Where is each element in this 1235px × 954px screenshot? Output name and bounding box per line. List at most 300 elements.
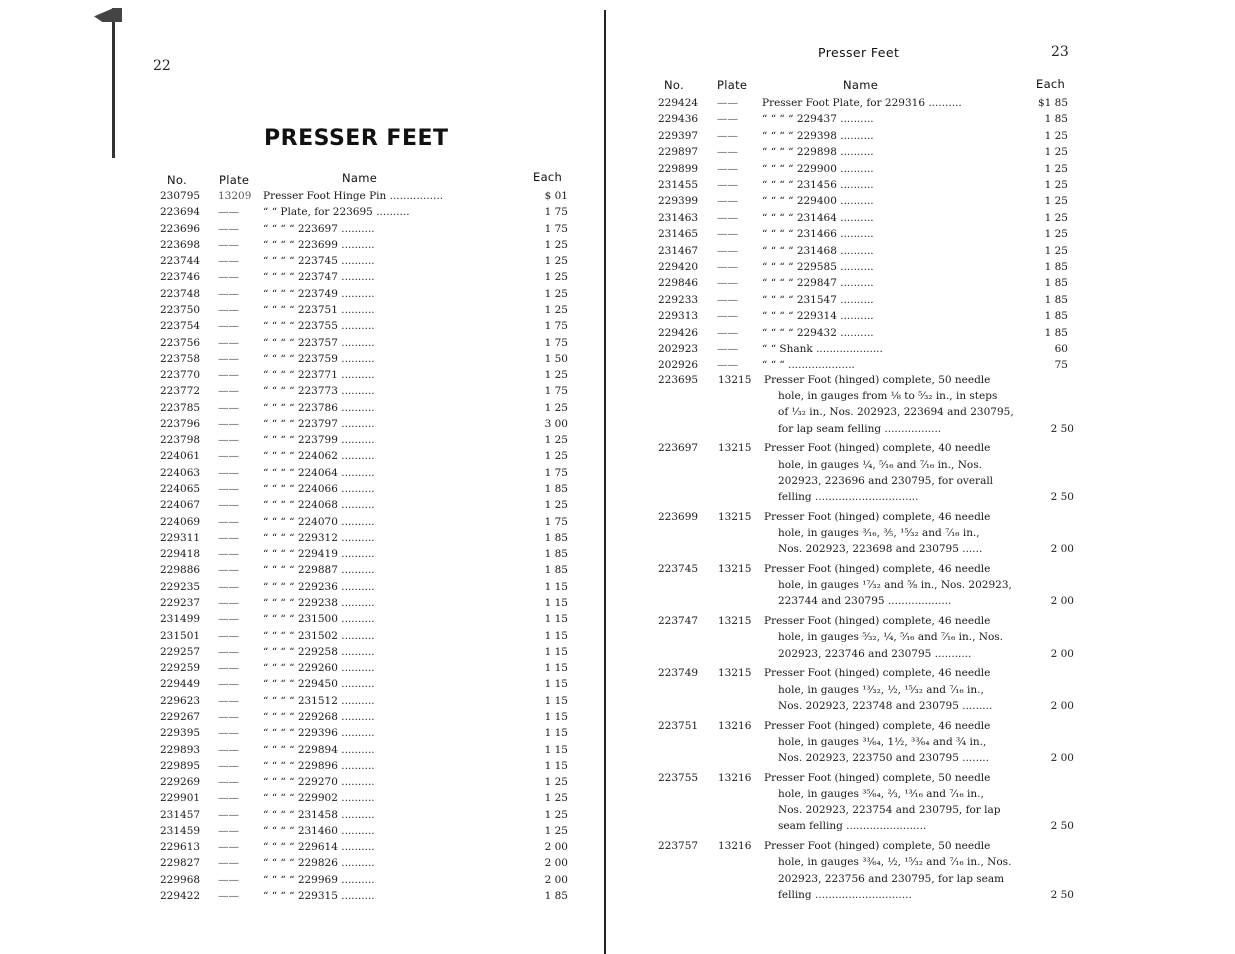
description-line: Nos. 202923, 223750 and 230795 ........: [778, 752, 989, 764]
part-name: “ “ “ “ 229268 ..........: [263, 710, 375, 723]
part-price: 1 85: [544, 564, 568, 577]
table-row: [608, 259, 1235, 275]
part-number: 229233: [658, 293, 699, 306]
part-name: “ “ “ “ 229450 ..........: [263, 678, 375, 691]
part-description: [764, 372, 1034, 437]
plate-number: 13215: [718, 615, 752, 628]
part-number: 229269: [160, 776, 201, 789]
part-name: “ “ “ “ 229432 ..........: [762, 326, 874, 339]
table-row: [0, 465, 604, 481]
table-row: [608, 128, 1235, 144]
running-head: Presser Feet: [818, 45, 900, 60]
plate-number: ——: [218, 238, 239, 251]
part-number: 229623: [160, 694, 201, 707]
part-description: [764, 561, 1034, 610]
part-number: 223758: [160, 352, 201, 365]
part-price: 2 00: [1050, 752, 1074, 764]
plate-number: ——: [218, 271, 239, 284]
part-number: 229613: [160, 841, 201, 854]
table-row: [608, 144, 1235, 160]
part-price: 1 25: [544, 287, 568, 300]
left-page: [0, 0, 604, 954]
part-price: 2 50: [1050, 491, 1074, 503]
part-price: 1 85: [1044, 326, 1068, 339]
part-number: 229827: [160, 857, 201, 870]
part-price: 2 00: [544, 873, 568, 886]
description-line: Presser Foot (hinged) complete, 50 needle: [764, 771, 991, 784]
part-number: 223750: [160, 303, 201, 316]
part-name: “ “ “ “ 229260 ..........: [263, 662, 375, 675]
page-gutter: [604, 10, 606, 954]
part-number: 223754: [160, 320, 201, 333]
part-price: 60: [1054, 343, 1068, 355]
part-price: 1 25: [1044, 162, 1068, 175]
plate-number: ——: [218, 645, 239, 658]
header-no: No.: [664, 78, 684, 92]
table-row: [0, 693, 604, 709]
plate-number: ——: [218, 694, 239, 707]
part-name: “ “ “ “ 229398 ..........: [762, 129, 874, 142]
description-line: Nos. 202923, 223754 and 230795, for lap: [778, 804, 1001, 817]
plate-number: ——: [218, 369, 239, 382]
plate-number: ——: [218, 580, 239, 593]
table-row: [0, 611, 604, 627]
table-row: [0, 204, 604, 220]
part-description: [764, 770, 1034, 835]
part-number: 223785: [160, 401, 201, 414]
description-line: hole, in gauges ¼, ⁵⁄₁₆ and ⁷⁄₁₆ in., Nos.: [778, 458, 982, 471]
page-number: 22: [153, 58, 171, 74]
plate-number: ——: [717, 97, 738, 109]
part-number: 224067: [160, 499, 201, 512]
part-name: “ “ “ “ 231502 ..........: [263, 629, 375, 642]
plate-number: ——: [218, 320, 239, 333]
plate-number: 13215: [718, 667, 752, 680]
description-line: for lap seam felling .................: [778, 422, 942, 435]
part-number: 231501: [160, 629, 201, 642]
part-name: “ “ “ “ 223697 ..........: [263, 222, 375, 235]
part-number: 223772: [160, 385, 201, 398]
description-line: felling ...............................: [778, 491, 919, 503]
table-row: [608, 357, 1235, 373]
part-number: 229418: [160, 548, 201, 561]
part-price: 1 25: [544, 808, 568, 821]
part-price: 1 85: [544, 548, 568, 561]
part-price: 1 25: [1044, 228, 1068, 241]
plate-number: ——: [218, 873, 239, 886]
plate-number: ——: [717, 359, 738, 372]
part-name: “ “ “ “ 229896 ..........: [263, 759, 375, 772]
plate-number: ——: [717, 195, 738, 208]
part-number: 229895: [160, 759, 201, 772]
plate-number: ——: [218, 743, 239, 756]
table-row: [0, 188, 604, 204]
plate-number: ——: [717, 179, 738, 191]
part-name: “ “ “ “ 223751 ..........: [263, 303, 375, 316]
plate-number: ——: [218, 515, 239, 528]
table-row: [0, 448, 604, 464]
part-price: $1 85: [1037, 97, 1068, 109]
plate-number: 13215: [718, 374, 752, 386]
plate-number: ——: [218, 808, 239, 821]
plate-number: ——: [218, 385, 239, 398]
plate-number: ——: [218, 483, 239, 496]
part-number: 223746: [160, 271, 201, 284]
part-number: 229311: [160, 531, 201, 544]
table-row: [0, 237, 604, 253]
plate-number: ——: [218, 662, 239, 675]
plate-number: 13216: [718, 719, 752, 732]
plate-number: ——: [218, 776, 239, 789]
page-number: 23: [1051, 44, 1069, 60]
plate-number: ——: [218, 824, 239, 837]
table-row: [608, 308, 1235, 324]
table-row: [0, 823, 604, 839]
part-number: 223757: [658, 840, 699, 853]
part-price: 1 85: [1044, 293, 1068, 306]
part-number: 223744: [160, 255, 201, 268]
part-price: $ 01: [544, 190, 568, 202]
part-number: 231465: [658, 228, 699, 241]
part-number: 223747: [658, 615, 699, 628]
part-number: 229449: [160, 678, 201, 691]
part-price: 2 00: [1050, 543, 1074, 556]
plate-number: ——: [717, 228, 738, 241]
part-description: [764, 613, 1034, 662]
part-number: 229267: [160, 710, 201, 723]
part-name: “ “ “ “ 229969 ..........: [263, 873, 375, 886]
part-price: 2 50: [1050, 820, 1074, 833]
plate-number: ——: [218, 401, 239, 414]
part-price: 1 15: [544, 580, 568, 593]
part-name: “ “ “ “ 229900 ..........: [762, 162, 874, 175]
plate-number: ——: [218, 548, 239, 561]
plate-number: ——: [218, 710, 239, 723]
plate-number: ——: [218, 417, 239, 430]
table-row: [0, 416, 604, 432]
part-price: 1 85: [1044, 277, 1068, 290]
part-price: 1 25: [1044, 146, 1068, 159]
table-row: [0, 221, 604, 237]
part-number: 229893: [160, 743, 201, 756]
part-name: “ “ “ “ 229887 ..........: [263, 564, 375, 577]
plate-number: ——: [717, 129, 738, 142]
part-number: 223697: [658, 442, 699, 455]
plate-number: 13215: [718, 442, 752, 455]
part-price: 1 25: [544, 303, 568, 316]
table-row: [0, 432, 604, 448]
plate-number: ——: [717, 310, 738, 323]
table-row: [0, 595, 604, 611]
part-name: “ “ “ “ 229270 ..........: [263, 776, 375, 789]
description-line: Presser Foot (hinged) complete, 46 needle: [764, 563, 991, 575]
part-price: 1 25: [544, 401, 568, 414]
plate-number: ——: [218, 206, 239, 219]
part-price: 1 25: [544, 238, 568, 251]
table-row: [0, 644, 604, 660]
plate-number: 13216: [718, 771, 752, 784]
plate-number: 13209: [218, 190, 252, 202]
part-price: 1 15: [544, 727, 568, 740]
table-row: [0, 855, 604, 871]
plate-number: ——: [218, 287, 239, 300]
plate-number: ——: [218, 434, 239, 447]
part-number: 202926: [658, 359, 699, 372]
part-number: 229259: [160, 662, 201, 675]
part-price: 1 25: [1044, 179, 1068, 191]
plate-number: ——: [218, 792, 239, 805]
description-line: Presser Foot (hinged) complete, 46 needle: [764, 719, 991, 732]
plate-number: 13215: [718, 563, 752, 575]
table-row: [0, 383, 604, 399]
part-name: “ “ “ “ 224066 ..........: [263, 483, 375, 496]
plate-number: ——: [218, 466, 239, 479]
part-number: 223749: [658, 667, 699, 680]
part-name: “ “ “ “ 223759 ..........: [263, 352, 375, 365]
part-number: 223748: [160, 287, 201, 300]
part-price: 2 00: [1050, 647, 1074, 660]
part-name: “ “ “ “ 231512 ..........: [263, 694, 375, 707]
table-row: [608, 226, 1235, 242]
table-row: [0, 562, 604, 578]
part-price: 1 15: [544, 613, 568, 626]
part-name: “ “ “ “ 229258 ..........: [263, 645, 375, 658]
description-line: hole, in gauges ³⁄₁₆, ⅗, ¹⁵⁄₃₂ and ⁷⁄₁₆ in.,: [778, 527, 980, 539]
description-line: 202923, 223756 and 230795, for lap seam: [778, 872, 1005, 885]
part-name: “ “ “ “ 223797 ..........: [263, 417, 375, 430]
part-name: “ “ “ “ 229238 ..........: [263, 597, 375, 609]
table-row: [0, 579, 604, 595]
plate-number: ——: [218, 841, 239, 854]
plate-number: 13215: [718, 510, 752, 523]
part-name: “ “ “ “ 229826 ..........: [263, 857, 375, 870]
part-price: 1 75: [544, 515, 568, 528]
plate-number: ——: [218, 597, 239, 609]
part-number: 224069: [160, 515, 201, 528]
part-price: 1 75: [544, 385, 568, 398]
plate-number: ——: [218, 499, 239, 512]
table-row: [0, 807, 604, 823]
binding-mark: [112, 8, 115, 158]
table-row: [608, 111, 1235, 127]
part-name: “ “ “ “ 229847 ..........: [762, 277, 874, 290]
part-price: 1 25: [544, 450, 568, 463]
table-row: [0, 546, 604, 562]
part-number: 231499: [160, 613, 201, 626]
part-price: 1 75: [544, 320, 568, 333]
part-description: [764, 665, 1034, 714]
table-row: [608, 275, 1235, 291]
part-price: 1 15: [544, 678, 568, 691]
plate-number: ——: [218, 222, 239, 235]
plate-number: ——: [717, 277, 738, 290]
part-price: 1 25: [1044, 211, 1068, 224]
part-price: 1 25: [544, 499, 568, 512]
header-plate: Plate: [219, 173, 250, 187]
description-line: of ¹⁄₃₂ in., Nos. 202923, 223694 and 230795,: [778, 406, 1014, 419]
description-line: hole, in gauges ³⁵⁄₆₄, ⅔, ¹³⁄₁₆ and ⁷⁄₁₆ in.,: [778, 788, 984, 800]
table-row: [608, 325, 1235, 341]
part-price: 1 25: [1044, 129, 1068, 142]
right-page: [608, 0, 1235, 954]
part-name: “ “ “ “ 229902 ..........: [263, 792, 375, 805]
table-row: [0, 725, 604, 741]
part-name: “ “ “ “ 229585 ..........: [762, 261, 874, 273]
plate-number: ——: [218, 336, 239, 349]
part-number: 229395: [160, 727, 201, 740]
part-number: 231463: [658, 211, 699, 224]
description-line: Presser Foot (hinged) complete, 46 needle: [764, 510, 991, 523]
plate-number: 13216: [718, 840, 752, 853]
part-number: 202923: [658, 343, 699, 355]
part-price: 1 85: [1044, 310, 1068, 323]
part-price: 1 15: [544, 710, 568, 723]
part-name: “ “ “ “ 231460 ..........: [263, 824, 375, 837]
table-row: [608, 341, 1235, 357]
description-line: hole, in gauges ³¹⁄₆₄, 1½, ³³⁄₆₄ and ¾ in.,: [778, 735, 987, 748]
table-row: [0, 758, 604, 774]
part-name: “ “ “ “ 224068 ..........: [263, 499, 375, 512]
part-price: 1 25: [544, 776, 568, 789]
part-price: 1 25: [1044, 244, 1068, 257]
plate-number: ——: [717, 293, 738, 306]
part-number: 229397: [658, 129, 699, 142]
table-row: [0, 676, 604, 692]
table-row: [0, 253, 604, 269]
plate-number: ——: [218, 255, 239, 268]
part-name: “ “ “ “ 229400 ..........: [762, 195, 874, 208]
part-price: 1 85: [1044, 261, 1068, 273]
part-number: 223796: [160, 417, 201, 430]
table-row: [608, 292, 1235, 308]
part-price: 1 15: [544, 743, 568, 756]
table-row: [0, 481, 604, 497]
plate-number: ——: [218, 564, 239, 577]
table-row: [608, 177, 1235, 193]
table-row: [0, 302, 604, 318]
part-price: 1 75: [544, 206, 568, 219]
plate-number: ——: [218, 613, 239, 626]
part-price: 2 00: [1050, 699, 1074, 712]
part-price: 1 85: [544, 483, 568, 496]
part-number: 223755: [658, 771, 699, 784]
table-row: [0, 269, 604, 285]
part-price: 1 15: [544, 694, 568, 707]
table-row: [608, 161, 1235, 177]
part-number: 229899: [658, 162, 699, 175]
part-number: 229235: [160, 580, 201, 593]
plate-number: ——: [218, 857, 239, 870]
part-name: Presser Foot Hinge Pin ................: [263, 190, 444, 202]
part-name: “ “ “ “ 223773 ..........: [263, 385, 375, 398]
part-name: “ “ “ “ 224062 ..........: [263, 450, 375, 463]
part-price: 1 75: [544, 222, 568, 235]
table-row: [608, 210, 1235, 226]
part-name: “ “ “ “ 229614 ..........: [263, 841, 375, 854]
description-line: Presser Foot (hinged) complete, 50 needle: [764, 840, 991, 853]
part-price: 1 25: [544, 271, 568, 284]
description-line: Presser Foot (hinged) complete, 46 needle: [764, 615, 991, 628]
part-name: “ “ “ “ 223747 ..........: [263, 271, 375, 284]
part-number: 229399: [658, 195, 699, 208]
plate-number: ——: [717, 261, 738, 273]
part-number: 229426: [658, 326, 699, 339]
description-line: hole, in gauges from ⅛ to ⁵⁄₃₂ in., in steps: [778, 390, 998, 403]
plate-number: ——: [218, 531, 239, 544]
part-name: “ “ “ “ 223786 ..........: [263, 401, 375, 414]
part-name: “ “ “ “ 224064 ..........: [263, 466, 375, 479]
plate-number: ——: [717, 343, 738, 355]
part-price: 1 50: [544, 352, 568, 365]
plate-number: ——: [218, 450, 239, 463]
part-price: 1 85: [544, 890, 568, 903]
part-price: 1 25: [544, 434, 568, 447]
table-row: [0, 660, 604, 676]
part-name: “ “ “ “ 229315 ..........: [263, 890, 375, 903]
table-row: [0, 335, 604, 351]
part-name: “ “ “ “ 229437 ..........: [762, 113, 874, 126]
part-name: “ “ Shank ....................: [762, 343, 883, 355]
part-number: 229897: [658, 146, 699, 159]
plate-number: ——: [218, 890, 239, 903]
plate-number: ——: [717, 162, 738, 175]
part-price: 1 75: [544, 466, 568, 479]
part-name: “ “ “ “ 231456 ..........: [762, 179, 874, 191]
table-row: [0, 790, 604, 806]
part-name: “ “ “ “ 231468 ..........: [762, 244, 874, 257]
binding-tear: [94, 8, 122, 22]
description-line: felling .............................: [778, 888, 912, 901]
part-name: “ “ “ “ 231464 ..........: [762, 211, 874, 224]
part-number: 224065: [160, 483, 201, 496]
part-price: 1 25: [544, 255, 568, 268]
part-number: 229436: [658, 113, 699, 126]
part-name: “ “ “ “ 231547 ..........: [762, 293, 874, 306]
table-row: [0, 628, 604, 644]
part-name: “ “ “ “ 223755 ..........: [263, 320, 375, 333]
part-number: 231467: [658, 244, 699, 257]
table-row: [608, 243, 1235, 259]
part-price: 3 00: [544, 417, 568, 430]
part-name: “ “ Plate, for 223695 ..........: [263, 206, 410, 219]
table-row: [0, 497, 604, 513]
plate-number: ——: [717, 211, 738, 224]
table-row: [0, 839, 604, 855]
part-number: 231455: [658, 179, 699, 191]
part-number: 230795: [160, 190, 201, 202]
part-name: “ “ “ “ 223745 ..........: [263, 255, 375, 268]
part-price: 1 15: [544, 662, 568, 675]
part-number: 223695: [658, 374, 699, 386]
part-name: “ “ “ “ 223771 ..........: [263, 369, 375, 382]
part-description: [764, 509, 1034, 558]
part-name: “ “ “ “ 231466 ..........: [762, 228, 874, 241]
description-line: seam felling ........................: [778, 820, 927, 833]
part-description: [764, 838, 1034, 903]
part-number: 229968: [160, 873, 201, 886]
part-number: 223770: [160, 369, 201, 382]
description-line: Nos. 202923, 223698 and 230795 ......: [778, 543, 983, 556]
part-price: 1 15: [544, 759, 568, 772]
part-price: 1 25: [544, 369, 568, 382]
part-number: 223699: [658, 510, 699, 523]
part-price: 1 25: [544, 792, 568, 805]
description-line: Presser Foot (hinged) complete, 50 needle: [764, 374, 991, 386]
part-price: 1 85: [1044, 113, 1068, 126]
part-name: “ “ “ “ 229419 ..........: [263, 548, 375, 561]
table-row: [0, 774, 604, 790]
description-line: hole, in gauges ³³⁄₆₄, ½, ¹⁵⁄₃₂ and ⁷⁄₁₆ in., Nos.: [778, 856, 1012, 869]
